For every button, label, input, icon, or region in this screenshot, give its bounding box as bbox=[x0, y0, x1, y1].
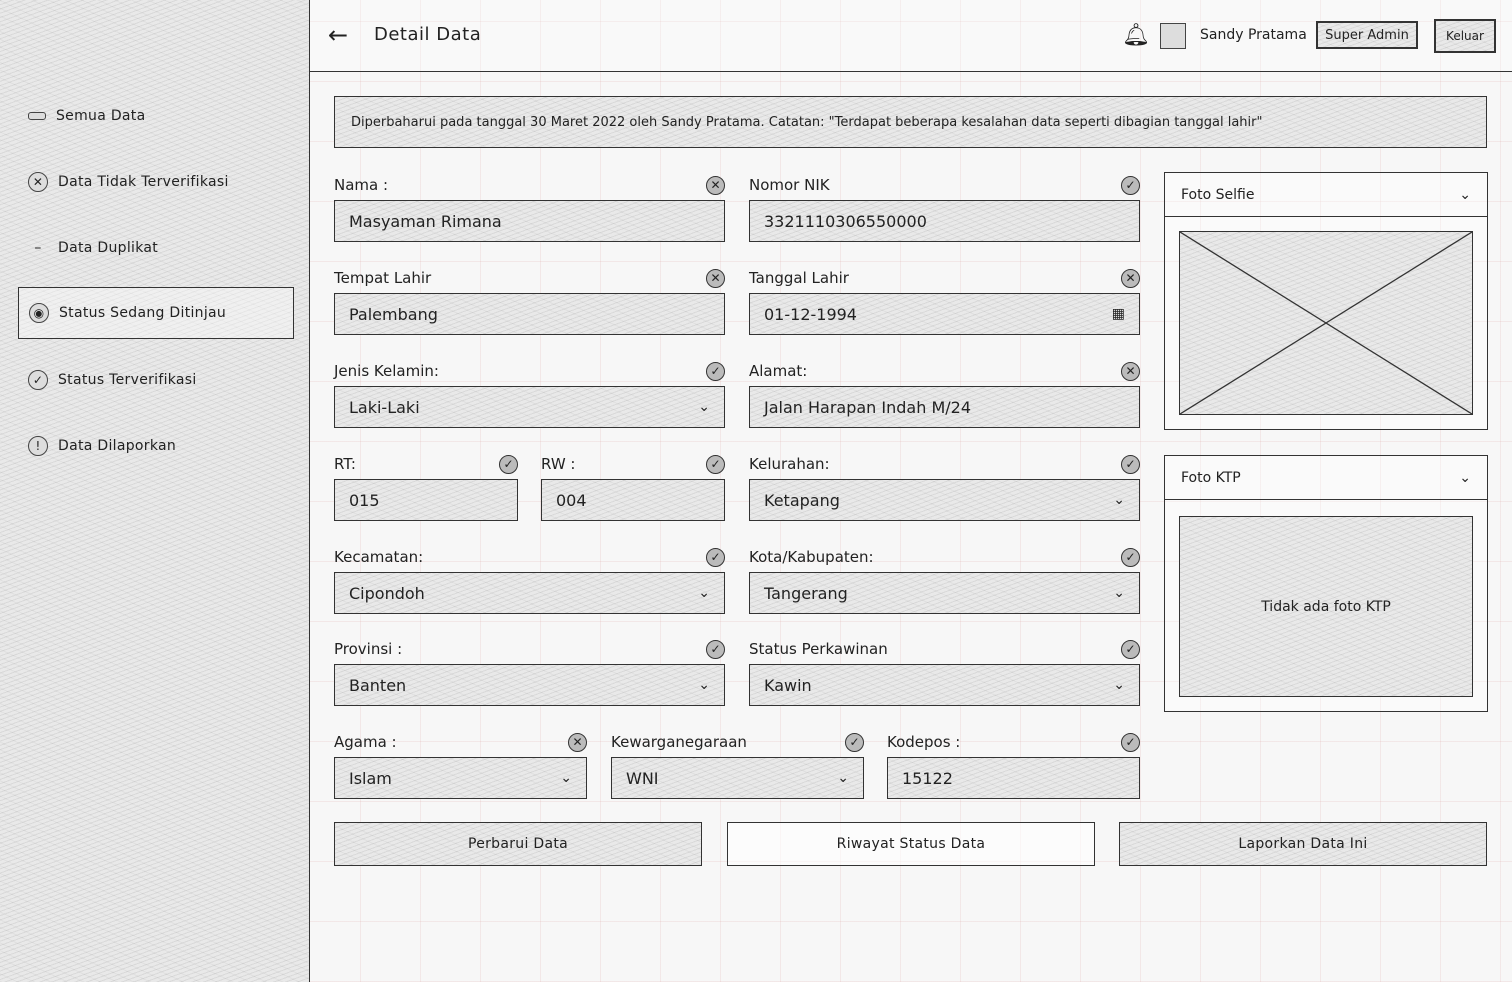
sidebar-item-semua-data[interactable] bbox=[18, 90, 294, 142]
field-label: Kota/Kabupaten: bbox=[749, 548, 874, 566]
agama-select[interactable]: Islam ⌄ bbox=[334, 757, 587, 799]
field-label: RT: bbox=[334, 455, 356, 473]
field-kelurahan bbox=[749, 455, 1140, 521]
invalid-status-icon[interactable]: ✕ bbox=[1121, 362, 1140, 381]
field-label: Nama : bbox=[334, 176, 389, 194]
valid-status-icon[interactable]: ✓ bbox=[1121, 548, 1140, 567]
avatar[interactable] bbox=[1160, 23, 1186, 49]
field-label: Jenis Kelamin: bbox=[334, 362, 439, 380]
top-bar bbox=[310, 0, 1512, 72]
jenis-kelamin-select[interactable]: Laki-Laki ⌄ bbox=[334, 386, 725, 428]
alamat-input[interactable]: Jalan Harapan Indah M/24 bbox=[749, 386, 1140, 428]
role-badge: Super Admin bbox=[1316, 21, 1418, 49]
field-agama bbox=[334, 733, 587, 799]
field-rt bbox=[334, 455, 518, 521]
sidebar-item-status-terverifikasi[interactable] bbox=[18, 354, 294, 406]
valid-status-icon[interactable]: ✓ bbox=[845, 733, 864, 752]
update-info-text: Diperbaharui pada tanggal 30 Maret 2022 oleh Sandy Pratama. Catatan: "Terdapat beberapa kesalahan data seperti dibagian tanggal lahir" bbox=[351, 114, 1263, 130]
rw-input[interactable]: 004 bbox=[541, 479, 725, 521]
kewarganegaraan-select[interactable]: WNI ⌄ bbox=[611, 757, 864, 799]
update-info-banner bbox=[334, 96, 1487, 148]
sidebar-item-status-sedang-ditinjau[interactable] bbox=[18, 287, 294, 339]
invalid-status-icon[interactable]: ✕ bbox=[706, 269, 725, 288]
rt-input[interactable]: 015 bbox=[334, 479, 518, 521]
sidebar-item-label: Status Terverifikasi bbox=[58, 372, 197, 388]
field-label: Kecamatan: bbox=[334, 548, 424, 566]
selfie-panel-header[interactable] bbox=[1165, 173, 1487, 217]
tray-icon bbox=[28, 112, 46, 120]
chevron-down-icon: ⌄ bbox=[698, 585, 710, 601]
valid-status-icon[interactable]: ✓ bbox=[499, 455, 518, 474]
back-arrow-icon[interactable]: ← bbox=[328, 21, 349, 49]
valid-status-icon[interactable]: ✓ bbox=[1121, 176, 1140, 195]
field-provinsi bbox=[334, 640, 725, 706]
provinsi-select[interactable]: Banten ⌄ bbox=[334, 664, 725, 706]
chevron-down-icon: ⌄ bbox=[1113, 585, 1125, 601]
field-rw bbox=[541, 455, 725, 521]
calendar-icon[interactable]: ▦ bbox=[1111, 306, 1125, 322]
sidebar bbox=[0, 0, 310, 982]
chevron-down-icon: ⌄ bbox=[1113, 492, 1125, 508]
field-kecamatan bbox=[334, 548, 725, 614]
ktp-panel-header[interactable] bbox=[1165, 456, 1487, 500]
invalid-status-icon[interactable]: ✕ bbox=[1121, 269, 1140, 288]
user-name: Sandy Pratama bbox=[1200, 27, 1307, 43]
eye-icon: ◉ bbox=[29, 303, 49, 323]
selfie-panel-title: Foto Selfie bbox=[1181, 186, 1255, 203]
kelurahan-select[interactable]: Ketapang ⌄ bbox=[749, 479, 1140, 521]
field-nama bbox=[334, 176, 725, 242]
valid-status-icon[interactable]: ✓ bbox=[706, 548, 725, 567]
nama-input[interactable]: Masyaman Rimana bbox=[334, 200, 725, 242]
sidebar-item-data-tidak-terverifikasi[interactable] bbox=[18, 156, 294, 208]
status-history-button[interactable]: Riwayat Status Data bbox=[727, 822, 1095, 866]
chevron-down-icon: ⌄ bbox=[1113, 677, 1125, 693]
valid-status-icon[interactable]: ✓ bbox=[1121, 640, 1140, 659]
sidebar-item-label: Data Duplikat bbox=[58, 240, 159, 256]
field-label: Tanggal Lahir bbox=[749, 269, 849, 287]
chevron-down-icon: ⌄ bbox=[837, 770, 849, 786]
field-label: Kodepos : bbox=[887, 733, 961, 751]
valid-status-icon[interactable]: ✓ bbox=[706, 455, 725, 474]
bell-icon[interactable]: 🔔︎ bbox=[1122, 23, 1150, 48]
chevron-down-icon: ⌄ bbox=[698, 677, 710, 693]
sidebar-item-data-dilaporkan[interactable] bbox=[18, 420, 294, 472]
nik-input[interactable]: 3321110306550000 bbox=[749, 200, 1140, 242]
page-title: Detail Data bbox=[374, 24, 482, 45]
kota-select[interactable]: Tangerang ⌄ bbox=[749, 572, 1140, 614]
sidebar-item-label: Semua Data bbox=[56, 108, 146, 124]
selfie-photo-panel bbox=[1164, 172, 1488, 430]
sidebar-item-label: Data Dilaporkan bbox=[58, 438, 177, 454]
status-perkawinan-select[interactable]: Kawin ⌄ bbox=[749, 664, 1140, 706]
field-label: Alamat: bbox=[749, 362, 808, 380]
sidebar-item-label: Status Sedang Ditinjau bbox=[59, 305, 227, 321]
ktp-panel-title: Foto KTP bbox=[1181, 469, 1241, 486]
field-label: Provinsi : bbox=[334, 640, 403, 658]
field-label: Agama : bbox=[334, 733, 397, 751]
chevron-down-icon: ⌄ bbox=[698, 399, 710, 415]
selfie-image-placeholder bbox=[1179, 231, 1473, 415]
sidebar-item-label: Data Tidak Terverifikasi bbox=[58, 174, 229, 190]
dash-icon: – bbox=[34, 240, 42, 256]
field-kewarganegaraan bbox=[611, 733, 864, 799]
field-label: Kewarganegaraan bbox=[611, 733, 747, 751]
valid-status-icon[interactable]: ✓ bbox=[1121, 455, 1140, 474]
field-label: Nomor NIK bbox=[749, 176, 830, 194]
field-label: Kelurahan: bbox=[749, 455, 830, 473]
report-icon: ! bbox=[28, 436, 48, 456]
tempat-lahir-input[interactable]: Palembang bbox=[334, 293, 725, 335]
chevron-down-icon: ⌄ bbox=[1459, 186, 1471, 203]
valid-status-icon[interactable]: ✓ bbox=[706, 362, 725, 381]
tanggal-lahir-input[interactable]: 01-12-1994 ▦ bbox=[749, 293, 1140, 335]
field-jenis-kelamin bbox=[334, 362, 725, 428]
valid-status-icon[interactable]: ✓ bbox=[706, 640, 725, 659]
image-placeholder-icon bbox=[1180, 232, 1472, 414]
kodepos-input[interactable]: 15122 bbox=[887, 757, 1140, 799]
ktp-photo-panel bbox=[1164, 455, 1488, 712]
ktp-image-placeholder bbox=[1179, 516, 1473, 697]
field-tempat-lahir bbox=[334, 269, 725, 335]
chevron-down-icon: ⌄ bbox=[560, 770, 572, 786]
ktp-empty-text: Tidak ada foto KTP bbox=[1261, 598, 1391, 615]
kecamatan-select[interactable]: Cipondoh ⌄ bbox=[334, 572, 725, 614]
invalid-status-icon[interactable]: ✕ bbox=[706, 176, 725, 195]
sidebar-item-data-duplikat[interactable] bbox=[18, 222, 294, 274]
invalid-status-icon[interactable]: ✕ bbox=[568, 733, 587, 752]
report-data-button[interactable]: Laporkan Data Ini bbox=[1119, 822, 1487, 866]
chevron-down-icon: ⌄ bbox=[1459, 469, 1471, 486]
field-nik bbox=[749, 176, 1140, 242]
update-data-button[interactable]: Perbarui Data bbox=[334, 822, 702, 866]
valid-status-icon[interactable]: ✓ bbox=[1121, 733, 1140, 752]
logout-button[interactable]: Keluar bbox=[1434, 19, 1496, 53]
field-kota bbox=[749, 548, 1140, 614]
field-alamat bbox=[749, 362, 1140, 428]
field-label: Tempat Lahir bbox=[334, 269, 432, 287]
cross-badge-icon: ✕ bbox=[28, 172, 48, 192]
field-kodepos bbox=[887, 733, 1140, 799]
field-status-perkawinan bbox=[749, 640, 1140, 706]
field-tanggal-lahir bbox=[749, 269, 1140, 335]
field-label: Status Perkawinan bbox=[749, 640, 888, 658]
field-label: RW : bbox=[541, 455, 576, 473]
verified-icon: ✓ bbox=[28, 370, 48, 390]
